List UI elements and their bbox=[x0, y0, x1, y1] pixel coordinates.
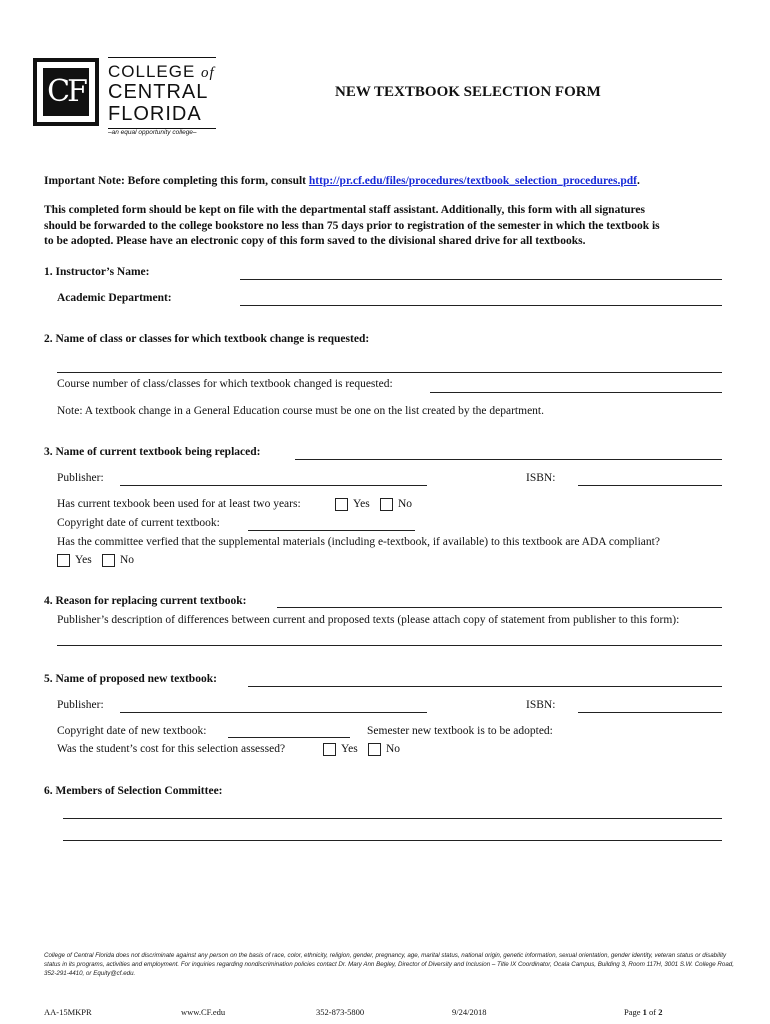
form-title: NEW TEXTBOOK SELECTION FORM bbox=[335, 84, 601, 100]
ada-yes-checkbox[interactable] bbox=[57, 554, 70, 567]
current-copyright-label: Copyright date of current textbook: bbox=[57, 517, 220, 529]
used-two-years-label: Has current texbook been used for at least two years: bbox=[57, 498, 301, 510]
proposed-publisher-label: Publisher: bbox=[57, 699, 104, 711]
footer-website: www.CF.edu bbox=[181, 1007, 226, 1017]
logo-college-line: COLLEGE of bbox=[108, 62, 215, 81]
instructions-paragraph: This completed form should be kept on file with the departmental staff assistant. Additionally, this form with all signatures should be forwarded to the college bookstore no less than 75 days prior to registration of the semester in which the textbook is to be adopted. Please have an electronic copy of this form saved to the divisional shared drive for all textbooks. bbox=[44, 204, 660, 247]
current-textbook-field[interactable] bbox=[295, 459, 722, 460]
class-name-label: 2. Name of class or classes for which textbook change is requested: bbox=[44, 333, 370, 345]
current-copyright-field[interactable] bbox=[248, 530, 415, 531]
used-two-years-no-checkbox[interactable] bbox=[380, 498, 393, 511]
new-copyright-label: Copyright date of new textbook: bbox=[57, 725, 207, 737]
proposed-publisher-field[interactable] bbox=[120, 712, 427, 713]
used-two-years-yes-label: Yes bbox=[353, 498, 370, 510]
ada-no-checkbox[interactable] bbox=[102, 554, 115, 567]
footer-phone: 352-873-5800 bbox=[316, 1007, 365, 1017]
committee-members-field-2[interactable] bbox=[63, 840, 722, 841]
cost-assessed-label: Was the student’s cost for this selection assessed? bbox=[57, 743, 286, 755]
instructor-name-field[interactable] bbox=[240, 279, 722, 280]
cost-assessed-yes-label: Yes bbox=[341, 743, 358, 755]
proposed-textbook-field[interactable] bbox=[248, 686, 722, 687]
ada-yes-label: Yes bbox=[75, 554, 92, 566]
academic-department-label: Academic Department: bbox=[57, 292, 172, 304]
used-two-years-no-label: No bbox=[398, 498, 413, 510]
ada-no-label: No bbox=[120, 554, 135, 566]
reason-label: 4. Reason for replacing current textbook: bbox=[44, 595, 247, 607]
new-copyright-field[interactable] bbox=[228, 737, 350, 738]
form-code: AA-15MKPR bbox=[44, 1007, 92, 1017]
logo-top-rule bbox=[108, 57, 216, 58]
nondiscrimination-statement: College of Central Florida does not discriminate against any person on the basis of race, color, ethnicity, religion, gender, pregnancy, age, marital status, national origin, genetic information, sexual orientation, gender identity, veteran status or disability status in its programs, activities and employment. For inquiries regarding nondiscrimination policies contact Dr. Mary Ann Begley, Director of Diversity and Inclusion – Title IX Coordinator, Ocala Campus, Building 3, Room 117H, 3001 S.W. College Road, 352-291-4410, or Equity@cf.edu. bbox=[44, 952, 734, 977]
semester-adopted-label: Semester new textbook is to be adopted: bbox=[367, 725, 553, 737]
proposed-isbn-field[interactable] bbox=[578, 712, 722, 713]
proposed-isbn-label: ISBN: bbox=[526, 699, 556, 711]
logo-tagline: –an equal opportunity college– bbox=[108, 129, 197, 136]
committee-members-field-1[interactable] bbox=[63, 818, 722, 819]
logo-central-line: CENTRAL bbox=[108, 81, 209, 103]
logo-florida-line: FLORIDA bbox=[108, 103, 202, 125]
instructor-name-label: 1. Instructor’s Name: bbox=[44, 266, 150, 278]
current-publisher-field[interactable] bbox=[120, 485, 427, 486]
cost-assessed-no-checkbox[interactable] bbox=[368, 743, 381, 756]
logo-monogram: CF bbox=[43, 68, 89, 116]
page-number: Page 1 of 2 bbox=[624, 1007, 663, 1017]
reason-field[interactable] bbox=[277, 607, 722, 608]
proposed-textbook-label: 5. Name of proposed new textbook: bbox=[44, 673, 217, 685]
class-name-field[interactable] bbox=[57, 372, 722, 373]
current-textbook-label: 3. Name of current textbook being replaced: bbox=[44, 446, 261, 458]
course-number-label: Course number of class/classes for which textbook changed is requested: bbox=[57, 378, 393, 390]
cf-logo-mark bbox=[33, 58, 99, 126]
course-number-field[interactable] bbox=[430, 392, 722, 393]
current-publisher-label: Publisher: bbox=[57, 472, 104, 484]
cost-assessed-no-label: No bbox=[386, 743, 401, 755]
committee-members-label: 6. Members of Selection Committee: bbox=[44, 785, 223, 797]
footer-date: 9/24/2018 bbox=[452, 1007, 487, 1017]
gen-ed-note: Note: A textbook change in a General Education course must be one on the list created by the department. bbox=[57, 405, 544, 417]
publisher-description-field[interactable] bbox=[57, 645, 722, 646]
current-isbn-field[interactable] bbox=[578, 485, 722, 486]
ada-compliance-label: Has the committee verfied that the supplemental materials (including e-textbook, if available) to this textbook are ADA compliant? bbox=[57, 536, 660, 548]
current-isbn-label: ISBN: bbox=[526, 472, 556, 484]
cost-assessed-yes-checkbox[interactable] bbox=[323, 743, 336, 756]
academic-department-field[interactable] bbox=[240, 305, 722, 306]
used-two-years-yes-checkbox[interactable] bbox=[335, 498, 348, 511]
procedures-link[interactable]: http://pr.cf.edu/files/procedures/textbook_selection_procedures.pdf bbox=[308, 175, 637, 187]
important-note: Important Note: Before completing this form, consult http://pr.cf.edu/files/procedures/textbook_selection_procedures.pdf. bbox=[44, 175, 640, 187]
publisher-description-label: Publisher’s description of differences between current and proposed texts (please attach copy of statement from publisher to this form): bbox=[57, 614, 680, 626]
